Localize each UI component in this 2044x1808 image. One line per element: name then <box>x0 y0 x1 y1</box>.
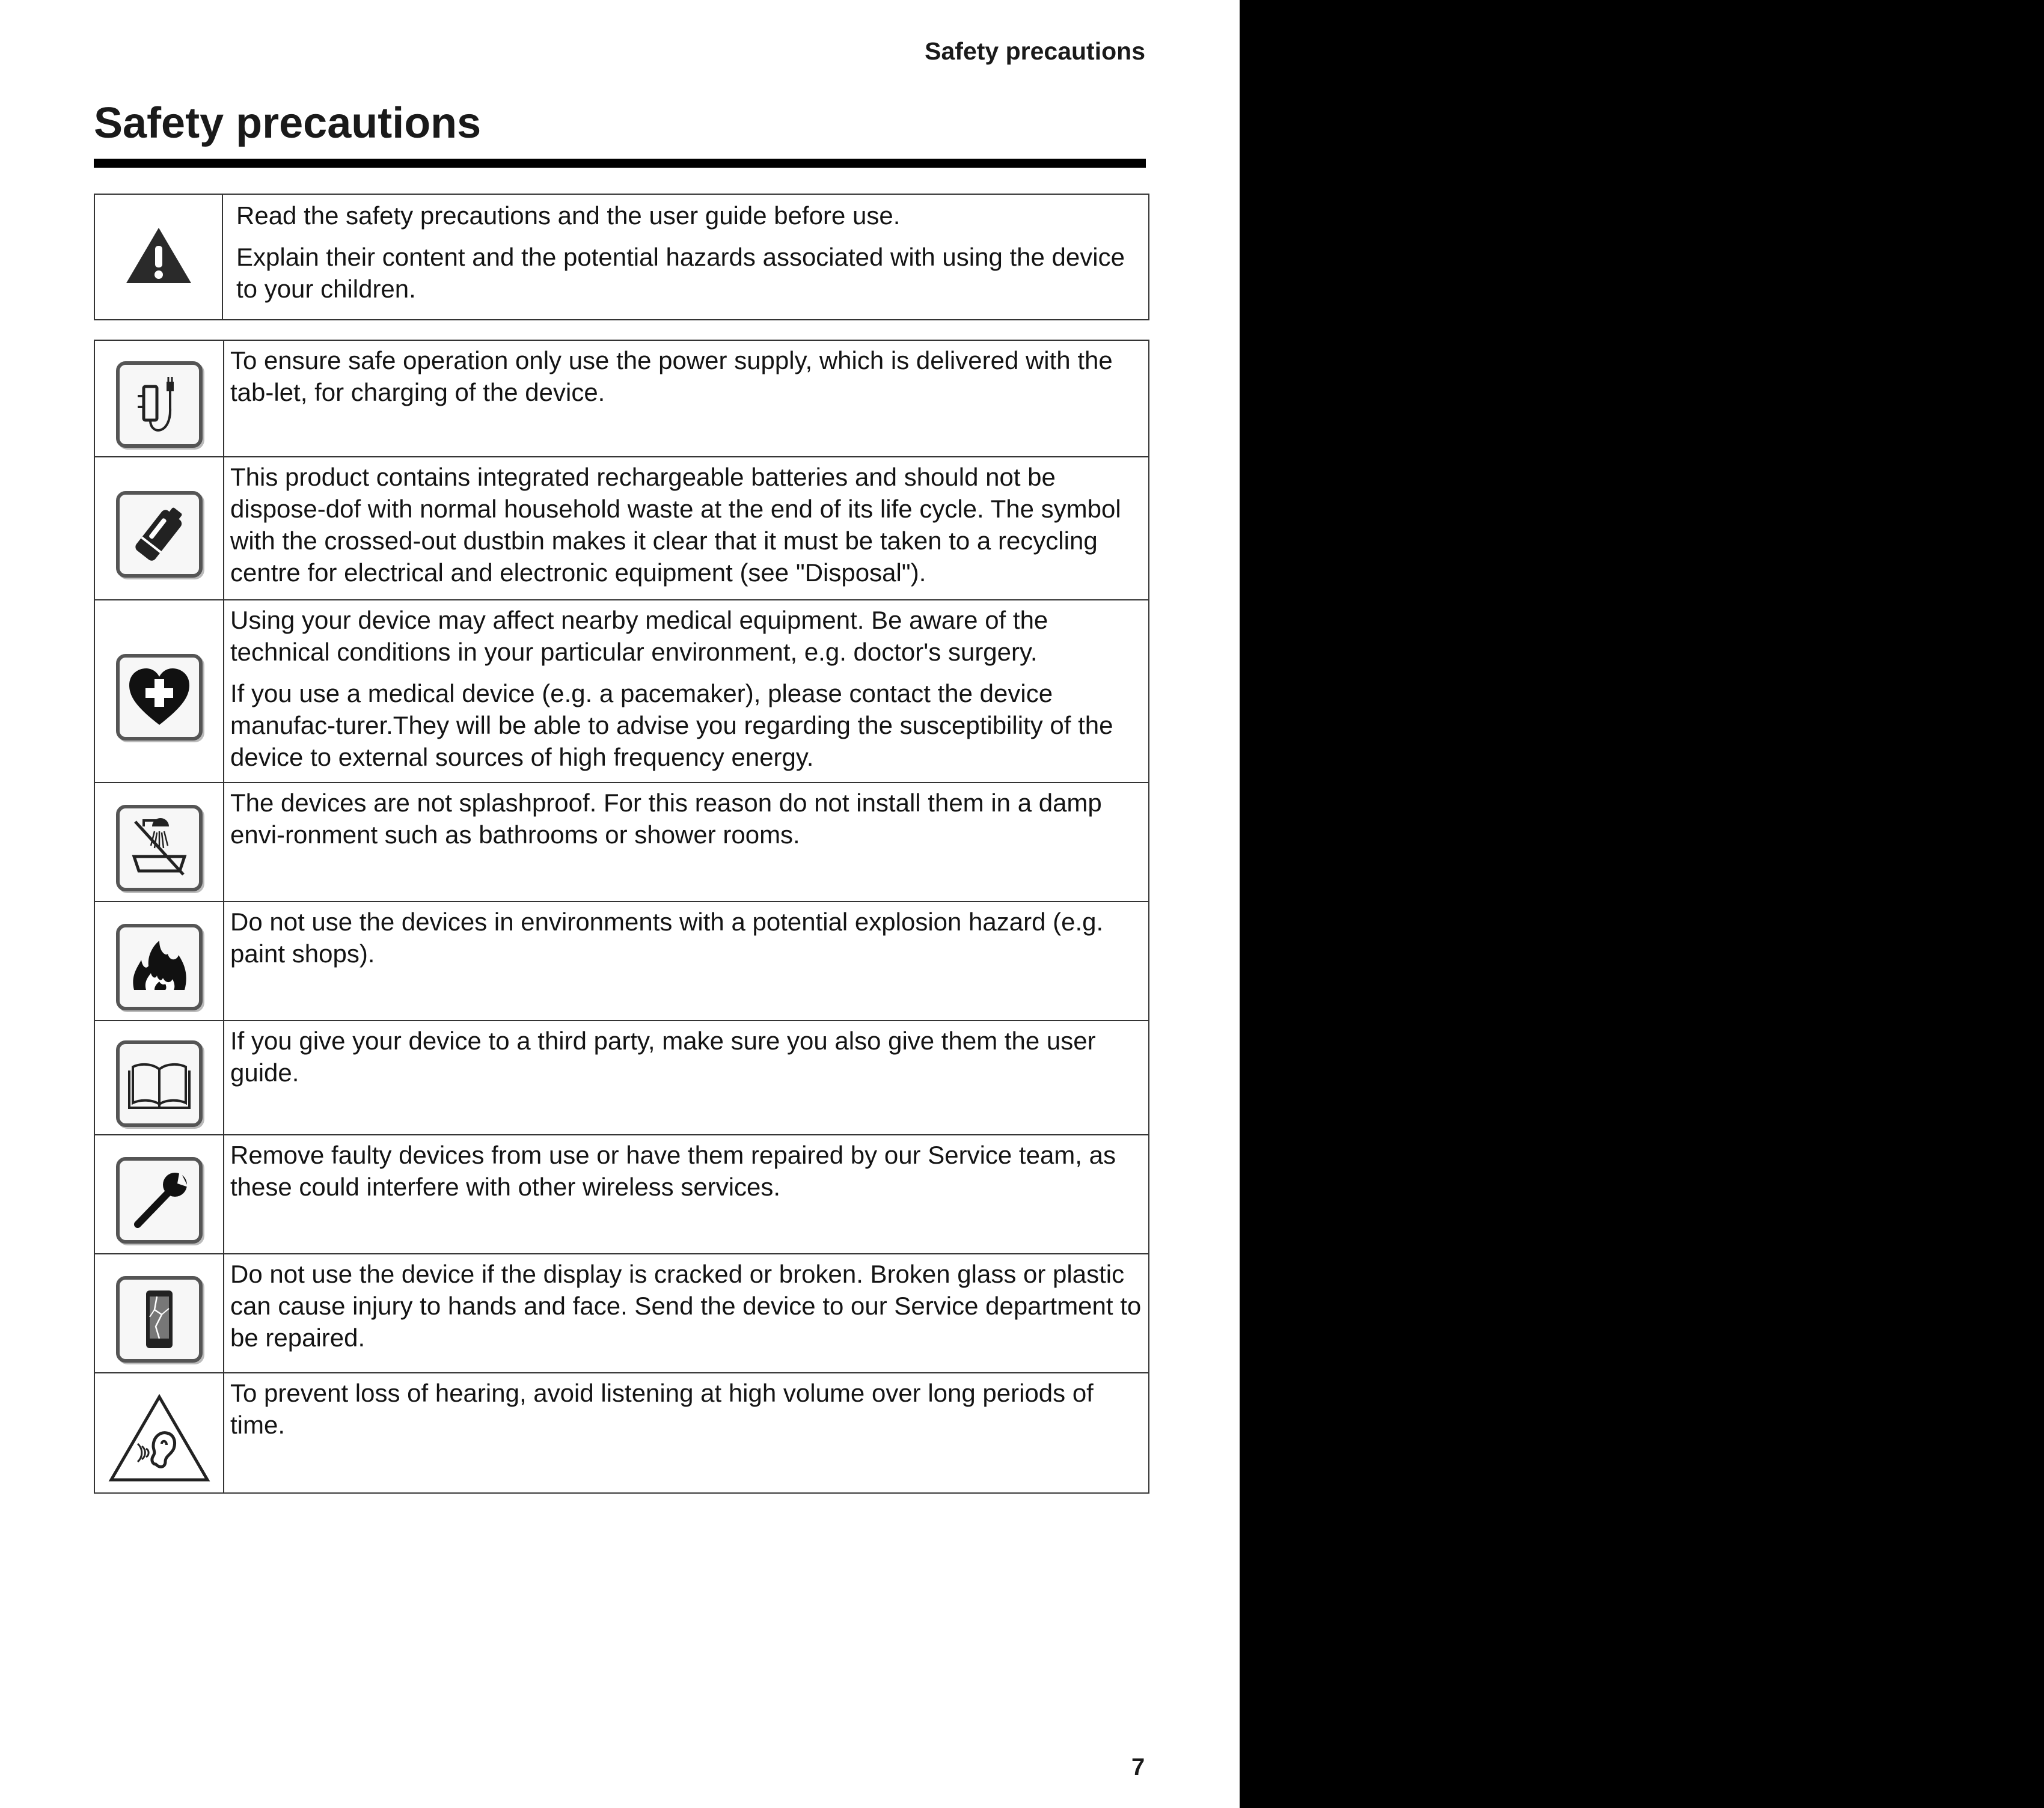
wrench-icon <box>116 1157 203 1244</box>
power-supply-icon <box>116 361 203 448</box>
medical-heart-icon <box>116 654 203 741</box>
text-cell <box>224 902 1149 1021</box>
safety-row-no-shower <box>94 783 1149 902</box>
running-header: Safety precautions <box>925 37 1145 65</box>
intro-row <box>94 194 1149 320</box>
intro-paragraph: Explain their content and the potential hazards associated with using the device to your children. <box>236 243 1125 303</box>
item-paragraph: The devices are not splashproof. For this reason do not install them in a damp envi-ronment such as bathrooms or shower rooms. <box>230 789 1102 849</box>
text-cell <box>224 1021 1149 1135</box>
safety-row-explosion <box>94 902 1149 1021</box>
icon-cell <box>94 1373 224 1493</box>
item-paragraph: To prevent loss of hearing, avoid listening at high volume over long periods of time. <box>230 1379 1094 1439</box>
item-paragraph: Do not use the devices in environments with a potential explosion hazard (e.g. paint shops). <box>230 908 1104 968</box>
icon-cell <box>94 1135 224 1254</box>
text-cell <box>224 1373 1149 1493</box>
icon-cell <box>94 783 224 902</box>
user-guide-book-icon <box>116 1040 203 1127</box>
safety-row-hearing <box>94 1373 1149 1493</box>
text-cell <box>224 340 1149 457</box>
item-paragraph: If you give your device to a third party, make sure you also give them the user guide. <box>230 1027 1096 1087</box>
item-paragraph: Remove faulty devices from use or have them repaired by our Service team, as these could interfere with other wireless services. <box>230 1141 1116 1201</box>
safety-row-battery <box>94 457 1149 600</box>
icon-cell <box>94 1254 224 1373</box>
text-cell <box>224 600 1149 783</box>
intro-icon-cell <box>94 194 222 320</box>
safety-row-medical <box>94 600 1149 783</box>
icon-cell <box>94 600 224 783</box>
intro-paragraph: Read the safety precautions and the user guide before use. <box>236 201 901 230</box>
cracked-display-icon <box>116 1276 203 1363</box>
safety-row-power-supply <box>94 340 1149 457</box>
icon-cell <box>94 340 224 457</box>
item-paragraph: This product contains integrated rechargeable batteries and should not be dispose-dof with normal household waste at the end of its life cycle. The symbol with the crossed-out dustbin makes it clear that it must be taken to a recycling centre for electrical and electronic equipment (see "Disposal"). <box>230 463 1121 587</box>
no-shower-icon <box>116 805 203 891</box>
item-paragraph: Using your device may affect nearby medical equipment. Be aware of the technical conditions in your particular environment, e.g. doctor's surgery. <box>230 606 1048 666</box>
text-cell <box>224 1135 1149 1254</box>
battery-icon <box>116 491 203 578</box>
hearing-warning-icon <box>108 1393 211 1483</box>
title-rule <box>94 159 1146 168</box>
text-cell <box>224 783 1149 902</box>
safety-row-cracked-display <box>94 1254 1149 1373</box>
black-side-panel <box>1240 0 2044 1808</box>
item-paragraph: Do not use the device if the display is cracked or broken. Broken glass or plastic can cause injury to hands and face. Send the device to our Service department to be repaired. <box>230 1260 1142 1352</box>
safety-row-user-guide <box>94 1021 1149 1135</box>
page-title: Safety precautions <box>94 99 482 147</box>
intro-notice-box <box>94 194 1149 320</box>
page-number: 7 <box>1131 1754 1145 1780</box>
intro-text-cell <box>222 194 1149 320</box>
safety-items-table <box>94 340 1149 1494</box>
safety-row-repair <box>94 1135 1149 1254</box>
text-cell <box>224 1254 1149 1373</box>
warning-triangle-icon <box>124 225 194 286</box>
item-paragraph: If you use a medical device (e.g. a pacemaker), please contact the device manufac-turer.They will be able to advise you regarding the susceptibility of the device to external sources of high frequency energy. <box>230 679 1113 771</box>
explosion-flame-icon <box>116 924 203 1010</box>
icon-cell <box>94 902 224 1021</box>
text-cell <box>224 457 1149 600</box>
icon-cell <box>94 1021 224 1135</box>
item-paragraph: To ensure safe operation only use the power supply, which is delivered with the tab-let, for charging of the device. <box>230 346 1113 406</box>
icon-cell <box>94 457 224 600</box>
